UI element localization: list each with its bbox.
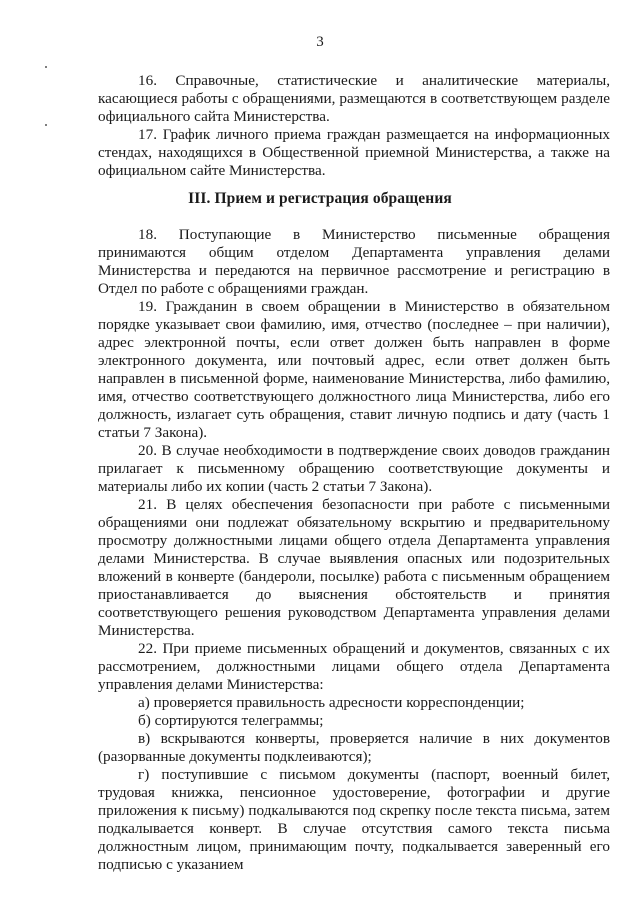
paragraph-17: 17. График личного приема граждан размещается на информационных стендах, находящихся в Общественной приемной Министерства, а также на официальном сайте Министерства. bbox=[98, 126, 610, 179]
paragraph-20: 20. В случае необходимости в подтверждение своих доводов гражданин прилагает к письменному обращению соответствующие документы и материалы либо их копии (часть 2 статьи 7 Закона). bbox=[98, 442, 610, 495]
scan-speck bbox=[45, 66, 47, 68]
paragraph-18: 18. Поступающие в Министерство письменные обращения принимаются общим отделом Департамента управления делами Министерства и передаются на первичное рассмотрение и регистрацию в Отдел по работе с обращениями граждан. bbox=[98, 226, 610, 297]
page-number: 3 bbox=[316, 34, 324, 50]
paragraphs-block-2 bbox=[98, 226, 610, 874]
section-heading: III. Прием и регистрация обращения bbox=[188, 190, 452, 207]
list-item-b: б) сортируются телеграммы; bbox=[138, 712, 324, 729]
list-item-g: г) поступившие с письмом документы (паспорт, военный билет, трудовая книжка, пенсионное удостоверение, фотографии и другие приложения к письму) подкалываются под скрепку после текста письма, затем подкалывается конверт. В случае отсутствия самого текста письма должностным лицом, принимающим почту, подкалывается заверенный его подписью с указанием bbox=[98, 766, 610, 873]
scan-speck bbox=[45, 124, 47, 126]
list-item-v: в) вскрываются конверты, проверяется наличие в них документов (разорванные документы подклеиваются); bbox=[98, 730, 610, 765]
paragraphs-block-1 bbox=[98, 72, 610, 180]
paragraph-22: 22. При приеме письменных обращений и документов, связанных с их рассмотрением, должностными лицами общего отдела Департамента управления делами Министерства: bbox=[98, 640, 610, 693]
paragraph-19: 19. Гражданин в своем обращении в Министерство в обязательном порядке указывает свои фамилию, имя, отчество (последнее – при наличии), адрес электронной почты, если ответ должен быть направлен в форме электронного документа, или почтовый адрес, если ответ должен быть направлен в письменной форме, наименование Министерства, либо фамилию, имя, отчество соответствующего должностного лица Министерства, либо его должность, излагает суть обращения, ставит личную подпись и дату (часть 1 статьи 7 Закона). bbox=[98, 298, 610, 441]
list-item-a: а) проверяется правильность адресности корреспонденции; bbox=[138, 694, 525, 711]
paragraph-16: 16. Справочные, статистические и аналитические материалы, касающиеся работы с обращениями, размещаются в соответствующем разделе официального сайта Министерства. bbox=[98, 72, 610, 125]
paragraph-21: 21. В целях обеспечения безопасности при работе с письменными обращениями они подлежат обязательному вскрытию и предварительному просмотру должностными лицами общего отдела Департамента управления делами Министерства. В случае выявления опасных или подозрительных вложений в конверте (бандероли, посылке) работа с письменным обращением приостанавливается до выяснения обстоятельств и принятия соответствующего решения руководством Департамента управления делами Министерства. bbox=[98, 496, 610, 639]
